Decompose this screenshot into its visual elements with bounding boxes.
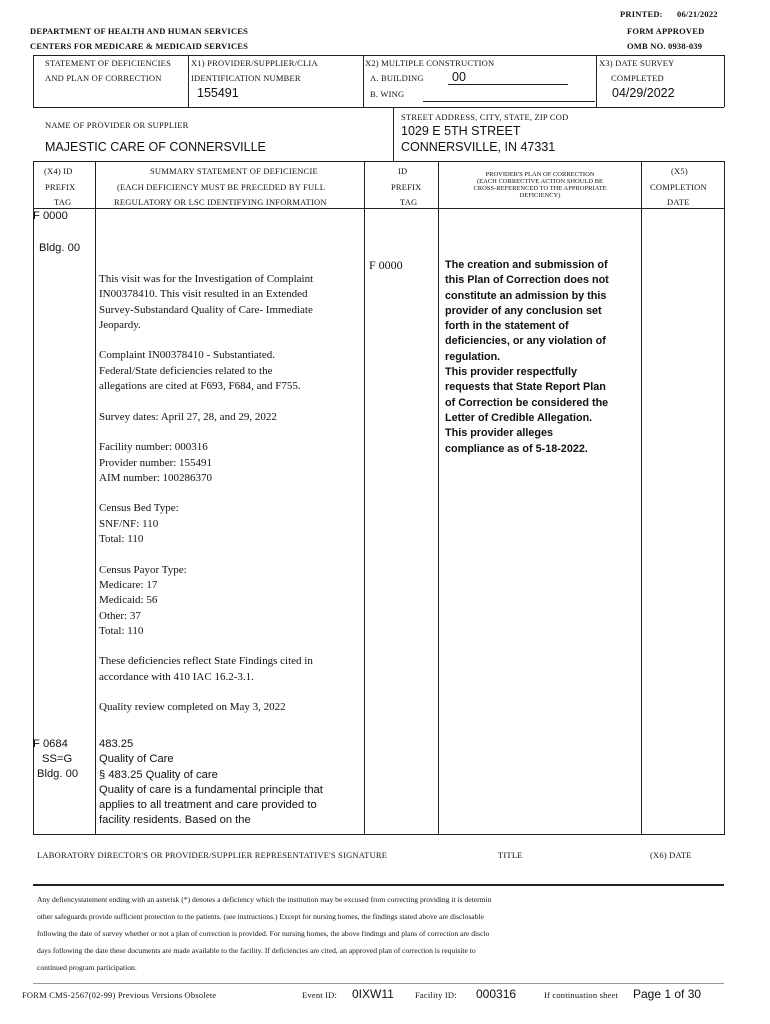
x1-identification-label: IDENTIFICATION NUMBER xyxy=(191,73,301,83)
plan-of-correction-text: The creation and submission of this Plan of Correction does not constitute an admission by this provider of any conclusion set forth in the statement of deficiencies, or any violation of regulation. This provider respectfully requests that State Report Plan of Correction be considered the Letter of Credible Allegation. This provider alleges compliance as of 5-18-2022. xyxy=(445,259,609,455)
statement-label: STATEMENT OF DEFICIENCIES xyxy=(45,58,172,68)
street-address-label: STREET ADDRESS, CITY, STATE, ZIP COD xyxy=(401,112,569,122)
building-label: A. BUILDING xyxy=(370,73,424,83)
plan-of-correction-header: PROVIDER'S PLAN OF CORRECTION (EACH CORRECTIVE ACTION SHOULD BE CROSS-REFERENCED TO THE APPROPRIATE DEFICIENCY) xyxy=(473,171,607,199)
signature-label: LABORATORY DIRECTOR'S OR PROVIDER/SUPPLIER REPRESENTATIVE'S SIGNATURE xyxy=(37,850,388,860)
x4-tag-header: TAG xyxy=(54,197,72,207)
centers-name: CENTERS FOR MEDICARE & MEDICAID SERVICES xyxy=(30,41,249,51)
summary-header: SUMMARY STATEMENT OF DEFICIENCIE xyxy=(150,166,318,176)
form-number: FORM CMS-2567(02-99) Previous Versions Obsolete xyxy=(22,990,217,1000)
id-prefix-header: PREFIX xyxy=(391,182,422,192)
severity-scope: SS=G xyxy=(42,753,73,765)
printed-label: PRINTED: xyxy=(620,9,663,19)
department-name: DEPARTMENT OF HEALTH AND HUMAN SERVICES xyxy=(30,26,249,36)
printed-date: 06/21/2022 xyxy=(677,9,718,19)
id-tag-header: TAG xyxy=(400,197,418,207)
building-tag-1: Bldg. 00 xyxy=(39,242,81,254)
event-id-value: 0IXW11 xyxy=(352,987,394,1001)
completed-label: COMPLETED xyxy=(611,73,664,83)
summary-statement-1: This visit was for the Investigation of Complaint IN00378410. This visit resulted in an Extended Survey-Substandard Quality of Care- Immediate Jeopardy. Complaint IN00378410 - Substantiated. Federal/State deficiencies related to the allegations are cited at F693, F684, and F755. Survey dates: April 27, 28, and 29, 2022 Facility number: 000316 Provider number: 155491 AIM number: 100286370 Census Bed Type: SNF/NF: 110 Total: 110 Census Payor Type: Medicare: 17 Medicaid: 56 Other: 37 Total: 110 These deficiencies reflect State Findings cited in accordance with 410 IAC 16.2-3.1. Quality review completed on May 3, 2022 xyxy=(99,273,314,714)
provider-name-label: NAME OF PROVIDER OR SUPPLIER xyxy=(45,120,189,130)
id-tag-f0000: F 0000 xyxy=(369,258,403,272)
id-header: ID xyxy=(398,166,408,176)
tag-f0000: F 0000 xyxy=(33,210,68,222)
event-id-label: Event ID: xyxy=(302,990,338,1000)
street-address-value: 1029 E 5TH STREET xyxy=(401,124,521,138)
city-state-zip-value: CONNERSVILLE, IN 47331 xyxy=(401,140,556,154)
page-number: Page 1 of 30 xyxy=(633,987,702,1001)
completion-header: COMPLETION xyxy=(650,182,707,192)
date-header: DATE xyxy=(667,197,690,207)
x3-date-survey-label: X3) DATE SURVEY xyxy=(599,58,675,68)
x5-header: (X5) xyxy=(671,166,688,176)
provider-name-value: MAJESTIC CARE OF CONNERSVILLE xyxy=(45,140,266,154)
facility-id-value: 000316 xyxy=(476,987,517,1001)
tag-f0684: F 0684 xyxy=(33,738,68,750)
disclaimer: Any defiencystatement ending with an asterisk (*) denotes a deficiency which the institution may be excused from correcting providing it is determin other safeguards provide sufficient protection to the patients. (see instructions.) Except for nursing homes, the findings stated above are disclosable following the date of survey whether or not a plan of correction is provided. For nursing homes, the above findings and plans of correction are disclo days following the date these documents are made available to the facility. If deficiencies are cited, an approved plan of correction is requisite to continued program participation. xyxy=(37,895,492,972)
facility-id-label: Facility ID: xyxy=(415,990,457,1000)
summary-statement-2: 483.25 Quality of Care § 483.25 Quality of care Quality of care is a fundamental principle that applies to all treatment and care provided to facility residents. Based on the xyxy=(99,738,323,827)
summary-subheader-1: (EACH DEFICIENCY MUST BE PRECEDED BY FULL xyxy=(117,182,326,192)
summary-subheader-2: REGULATORY OR LSC IDENTIFYING INFORMATION xyxy=(114,197,327,207)
x4-id-header: (X4) ID xyxy=(44,166,73,176)
survey-completed-date: 04/29/2022 xyxy=(612,86,675,100)
date-label: (X6) DATE xyxy=(650,850,692,860)
building-value: 00 xyxy=(452,70,466,84)
plan-of-correction-label: AND PLAN OF CORRECTION xyxy=(45,73,162,83)
wing-label: B. WING xyxy=(370,89,405,99)
omb-number: OMB NO. 0938-039 xyxy=(627,41,703,51)
x1-provider-label: X1) PROVIDER/SUPPLIER/CLIA xyxy=(191,58,318,68)
x2-multiple-construction-label: X2) MULTIPLE CONSTRUCTION xyxy=(365,58,495,68)
title-label: TITLE xyxy=(498,850,523,860)
provider-number-value: 155491 xyxy=(197,86,239,100)
building-tag-2: Bldg. 00 xyxy=(37,768,79,780)
x4-prefix-header: PREFIX xyxy=(45,182,76,192)
continuation-label: If continuation sheet xyxy=(544,990,619,1000)
form-approved: FORM APPROVED xyxy=(627,26,705,36)
